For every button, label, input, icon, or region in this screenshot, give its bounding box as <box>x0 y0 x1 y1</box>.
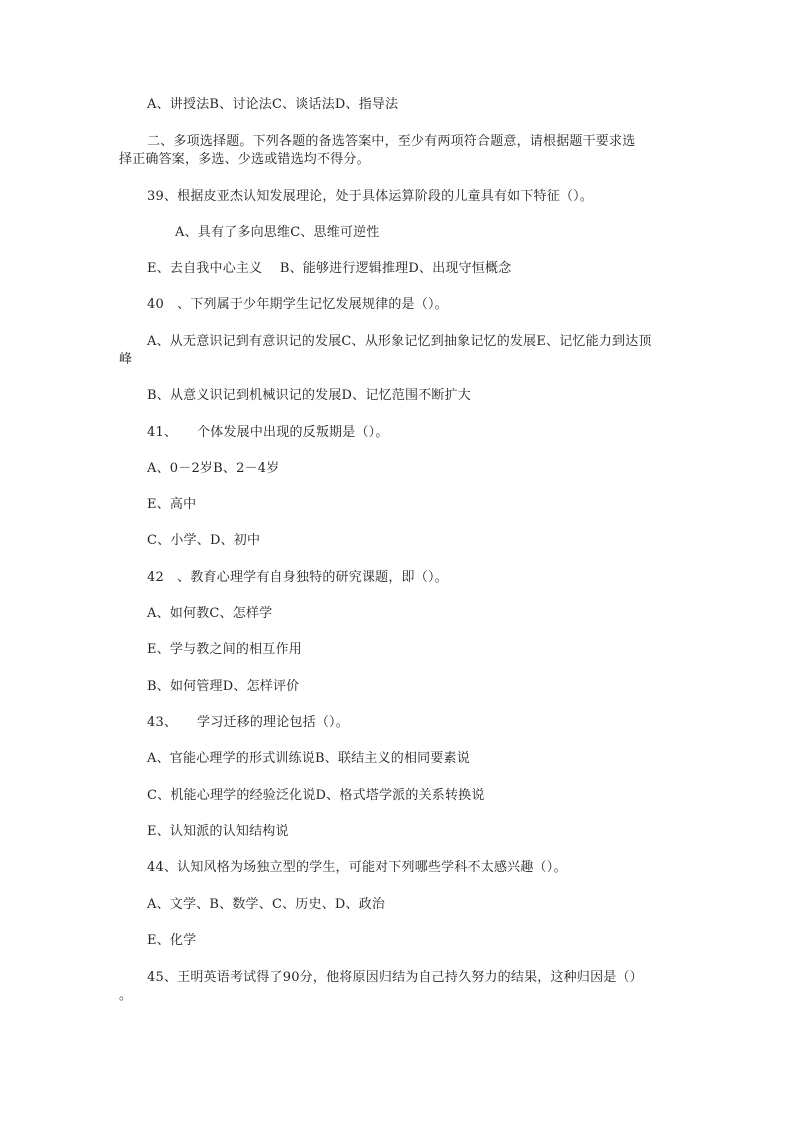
option-line: A、从无意识记到有意识记的发展C、从形象记忆到抽象记忆的发展E、记忆能力到达顶 <box>147 334 652 349</box>
question-45: 45、王明英语考试得了90分，他将原因归结为自己持久努力的结果，这种归因是（） <box>147 970 643 985</box>
option-line: B、如何管理D、怎样评价 <box>147 679 300 694</box>
option-line: A、0－2岁B、2－4岁 <box>147 461 280 476</box>
option-line-continuation: 峰 <box>119 352 133 367</box>
option-line: C、机能心理学的经验泛化说D、格式塔学派的关系转换说 <box>147 788 485 803</box>
question-42: 42 、教育心理学有自身独特的研究课题，即（）。 <box>147 570 448 585</box>
question-41: 41、 个体发展中出现的反叛期是（）。 <box>147 425 389 440</box>
question-40: 40 、下列属于少年期学生记忆发展规律的是（）。 <box>147 297 448 312</box>
option-line: E、化学 <box>147 933 197 948</box>
option-line: A、具有了多向思维C、思维可逆性 <box>175 225 380 240</box>
option-line: E、学与教之间的相互作用 <box>147 642 302 657</box>
section-heading-continuation: 择正确答案，多选、少选或错选均不得分。 <box>119 152 370 167</box>
option-line: B、从意义识记到机械识记的发展D、记忆范围不断扩大 <box>147 388 471 403</box>
option-line: A、如何教C、怎样学 <box>147 606 273 621</box>
option-line: E、高中 <box>147 497 197 512</box>
question-43: 43、 学习迁移的理论包括（）。 <box>147 715 349 730</box>
option-line: E、去自我中心主义 B、能够进行逻辑推理D、出现守恒概念 <box>147 261 512 276</box>
option-line: E、认知派的认知结构说 <box>147 824 289 839</box>
option-line: A、讲授法B、讨论法C、谈话法D、指导法 <box>147 97 399 112</box>
question-45-continuation: 。 <box>119 988 133 1003</box>
option-line: A、文学、B、数学、C、历史、D、政治 <box>147 897 386 912</box>
question-44: 44、认知风格为场独立型的学生，可能对下列哪些学科不太感兴趣（）。 <box>147 860 567 875</box>
question-39: 39、根据皮亚杰认知发展理论，处于具体运算阶段的儿童具有如下特征（）。 <box>147 189 594 204</box>
option-line: C、小学、D、初中 <box>147 533 261 548</box>
option-line: A、官能心理学的形式训练说B、联结主义的相同要素说 <box>147 751 470 766</box>
section-heading: 二、多项选择题。下列各题的备选答案中，至少有两项符合题意，请根据题干要求选 <box>147 134 636 149</box>
